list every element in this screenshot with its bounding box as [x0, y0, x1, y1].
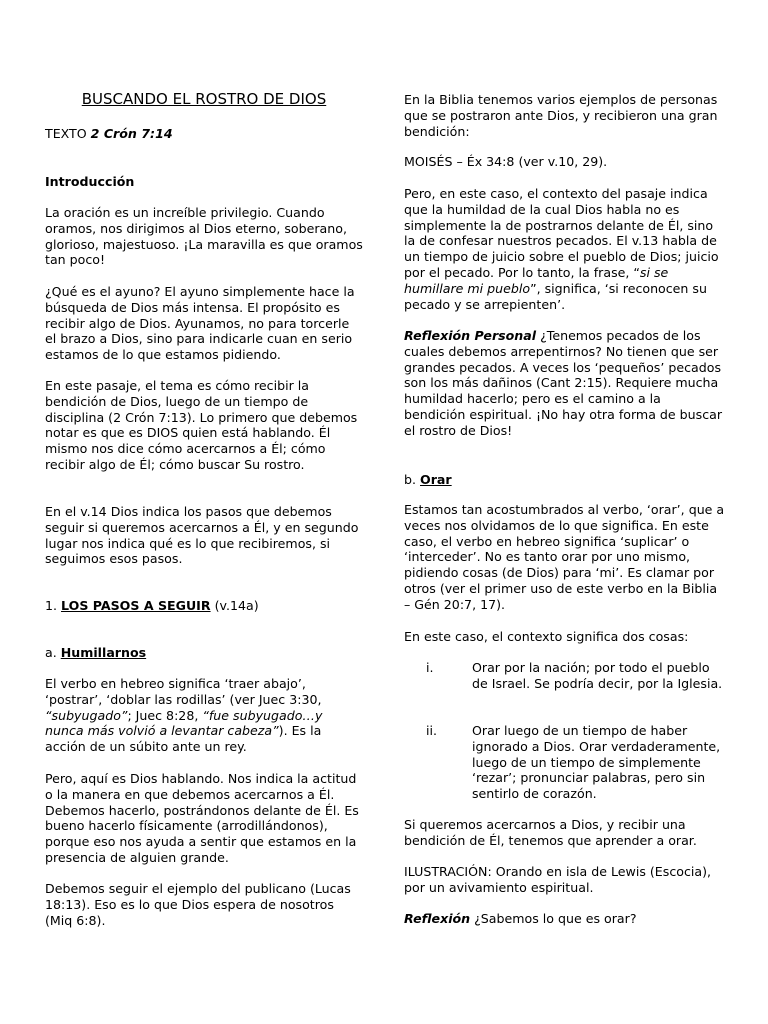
reflection-text: ¿Sabemos lo que es orar?	[470, 911, 637, 926]
subsection-title: Orar	[420, 472, 452, 487]
subsection-heading	[404, 472, 726, 488]
paragraph: Pero, aquí es Dios hablando. Nos indica la actitud o la manera en que debemos acercarnos a Él. Debemos hacerlo, postrándonos delante de Él. Es bueno hacerlo físicamente (arrodillándonos), porque eso nos ayuda a sentir que estamos en la presencia de alguien grande.	[45, 771, 359, 865]
text-run: ). Es la acción de un súbito ante un rey.	[45, 723, 322, 755]
subsection-heading	[45, 645, 363, 661]
subsection-letter: b.	[404, 472, 421, 487]
texto-ref: 2 Crón 7:14	[90, 126, 173, 141]
paragraph: ¿Qué es el ayuno? El ayuno simplemente hace la búsqueda de Dios más intensa. El propósito es recibir algo de Dios. Ayunamos, no para torcerle el brazo a Dios, sino para indicarle cuan en serio estamos de lo que estamos pidiendo.	[45, 284, 355, 363]
paragraph: Debemos seguir el ejemplo del publicano (Lucas 18:13). Eso es lo que Dios espera de nosotros (Miq 6:8).	[45, 881, 351, 928]
paragraph	[45, 676, 363, 755]
intro-heading: Introducción	[45, 174, 135, 189]
text-run: ”, significa, ‘si reconocen su pecado y se arrepienten’.	[404, 280, 707, 312]
section-ref: (v.14a)	[210, 598, 259, 613]
list-item-number: i.	[426, 660, 434, 675]
list-item-text: Orar por la nación; por todo el pueblo de Israel. Se podría decir, por la Iglesia.	[472, 660, 723, 691]
paragraph: Si queremos acercarnos a Dios, y recibir una bendición de Él, tenemos que aprender a orar.	[404, 817, 697, 848]
text-run: Pero, en este caso, el contexto del pasaje indica que la humildad de la cual Dios habla no es simplemente la de postrarnos delante de Él, sino la de confesar nuestros pecados. El v.13 habla de un tiempo de juicio sobre el pueblo de Dios; juicio por el pecado. Por lo tanto, la frase, “	[404, 186, 719, 280]
paragraph: Estamos tan acostumbrados al verbo, ‘orar’, que a veces nos olvidamos de lo que significa. En este caso, el verbo en hebreo significa ‘suplicar’ o ‘interceder’. No es tanto orar por uno mismo, pidiendo cosas (de Dios) para ‘mi’. Es clamar por otros (ver el primer uso de este verbo en la Biblia – Gén 20:7, 17).	[404, 502, 725, 612]
quote-italic: “fue subyugado…y nunca más volvió a levantar cabeza”	[45, 707, 323, 739]
reflection-paragraph	[404, 911, 726, 927]
list-item-text: Orar luego de un tiempo de haber ignorado a Dios. Orar verdaderamente, luego de un tiempo de simplemente ‘rezar’; pronunciar palabras, pero sin sentirlo de corazón.	[472, 723, 721, 802]
section-title: LOS PASOS A SEGUIR	[61, 598, 211, 613]
text-reference	[45, 126, 363, 142]
reflection-text: ¿Tenemos pecados de los cuales debemos arrepentirnos? No tienen que ser grandes pecados. A veces los ‘pequeños’ pecados son los más dañinos (Cant 2:15). Requiere mucha humildad hacerlo; pero es el camino a la bendición espiritual. ¡No hay otra forma de buscar el rostro de Dios!	[404, 328, 723, 438]
texto-prefix: TEXTO	[45, 126, 91, 141]
reflection-label: Reflexión	[404, 911, 471, 926]
list-item-number: ii.	[426, 723, 438, 738]
subsection-letter: a.	[45, 645, 61, 660]
section-heading	[45, 598, 363, 614]
paragraph	[404, 186, 726, 312]
text-run: ; Juec 8:28,	[127, 707, 203, 723]
paragraph: En el v.14 Dios indica los pasos que debemos seguir si queremos acercarnos a Él, y en segundo lugar nos indica qué es lo que recibiremos, si seguimos esos pasos.	[45, 504, 359, 567]
text-run: El verbo en hebreo significa ‘traer abajo’, ‘postrar’, ‘doblar las rodillas’ (ver Juec 3:30,	[45, 676, 322, 707]
paragraph: En este caso, el contexto significa dos cosas:	[404, 629, 689, 644]
reflection-paragraph	[404, 328, 726, 439]
section-number: 1.	[45, 598, 62, 613]
quote-italic: “subyugado”	[45, 707, 128, 723]
paragraph: La oración es un increíble privilegio. Cuando oramos, nos dirigimos al Dios eterno, soberano, glorioso, majestuoso. ¡La maravilla es que oramos tan poco!	[45, 205, 363, 268]
paragraph: ILUSTRACIÓN: Orando en isla de Lewis (Escocia), por un avivamiento espiritual.	[404, 864, 712, 895]
paragraph: MOISÉS – Éx 34:8 (ver v.10, 29).	[404, 154, 608, 169]
paragraph: En este pasaje, el tema es cómo recibir la bendición de Dios, luego de un tiempo de disciplina (2 Crón 7:13). Lo primero que debemos notar es que es DIOS quien está hablando. Él mismo nos dice cómo acercarnos a Él; cómo recibir algo de Él; cómo buscar Su rostro.	[45, 378, 358, 472]
reflection-label: Reflexión Personal	[404, 328, 537, 343]
quote-italic: si se humillare mi pueblo	[404, 264, 669, 296]
paragraph: En la Biblia tenemos varios ejemplos de personas que se postraron ante Dios, y recibieron una gran bendición:	[404, 92, 718, 139]
subsection-title: Humillarnos	[60, 645, 147, 660]
document-title: BUSCANDO EL ROSTRO DE DIOS	[81, 90, 327, 108]
